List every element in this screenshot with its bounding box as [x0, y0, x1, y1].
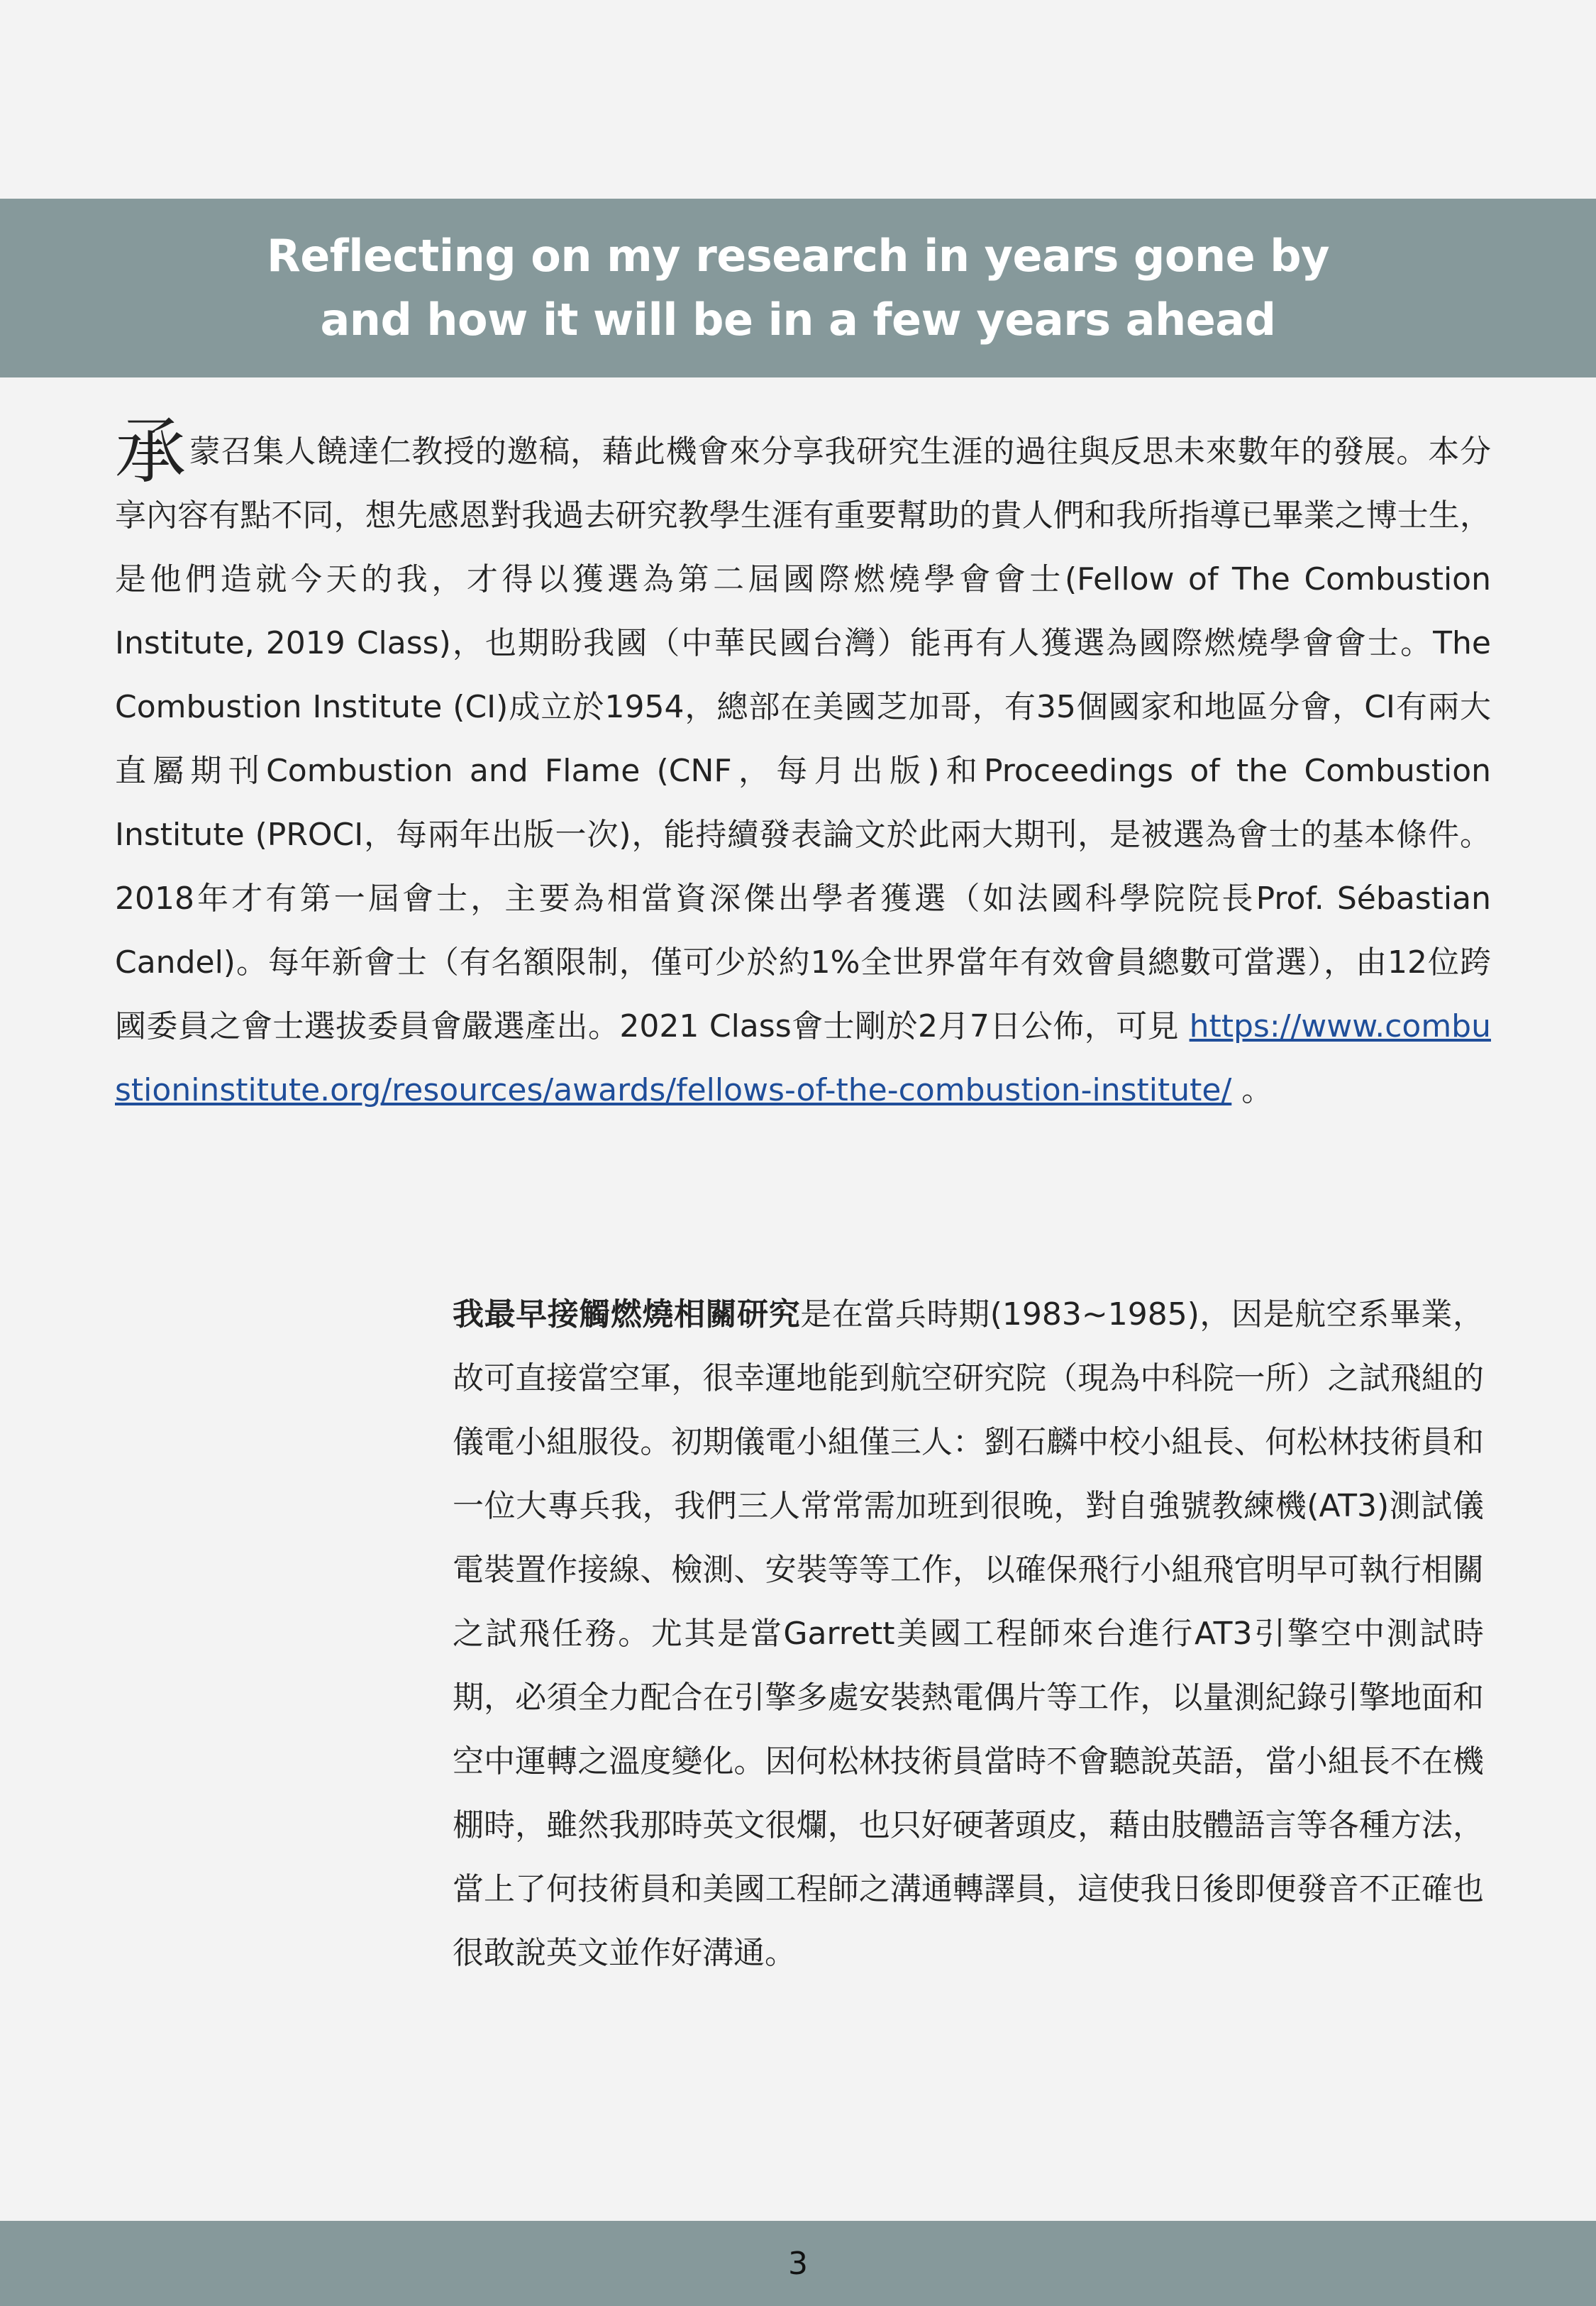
article-paragraph-2 — [453, 1283, 1484, 1985]
title-banner — [0, 199, 1596, 377]
title-line-1: Reflecting on my research in years gone by — [266, 230, 1330, 282]
dropcap: 承 — [115, 410, 186, 493]
paragraph-1-text: 蒙召集人饒達仁教授的邀稿，藉此機會來分享我研究生涯的過往與反思未來數年的發展。本分享內容有點不同，想先感恩對我過去研究教學生涯有重要幫助的貴人們和我所指導已畢業之博士生，是他們造就今天的我，才得以獲選為第二屆國際燃燒學會會士(Fellow of The Combustion Institute, 2019 Class)，也期盼我國（中華民國台灣）能再有人獲選為國際燃燒學會會士。The Combustion Institute (CI)成立於1954，總部在美國芝加哥，有35個國家和地區分會，CI有兩大直屬期刊Combustion and Flame (CNF，每月出版)和Proceedings of the Combustion Institute (PROCI，每兩年出版一次)，能持續發表論文於此兩大期刊，是被選為會士的基本條件。2018年才有第一屆會士，主要為相當資深傑出學者獲選（如法國科學院院長Prof. Sébastian Candel)。每年新會士（有名額限制，僅可少於約1%全世界當年有效會員總數可當選），由12位跨國委員之會士選拔委員會嚴選產出。2021 Class會士剛於2月7日公佈，可見 — [115, 434, 1491, 1044]
paragraph-2-text: 是在當兵時期(1983~1985)，因是航空系畢業，故可直接當空軍，很幸運地能到航空研究院（現為中科院一所）之試飛組的儀電小組服役。初期儀電小組僅三人：劉石麟中校小組長、何松林技術員和一位大專兵我，我們三人常常需加班到很晚，對自強號教練機(AT3)測試儀電裝置作接線、檢測、安裝等等工作，以確保飛行小組飛官明早可執行相關之試飛任務。尤其是當Garrett美國工程師來台進行AT3引擎空中測試時期，必須全力配合在引擎多處安裝熱電偶片等工作，以量測紀錄引擎地面和空中運轉之溫度變化。因何松林技術員當時不會聽說英語，當小組長不在機棚時，雖然我那時英文很爛，也只好硬著頭皮，藉由肢體語言等各種方法，當上了何技術員和美國工程師之溝通轉譯員，這使我日後即便發音不正確也很敢說英文並作好溝通。 — [453, 1296, 1484, 1971]
page-number: 3 — [788, 2245, 808, 2282]
paragraph-2-lead: 我最早接觸燃燒相關研究 — [453, 1296, 801, 1333]
article-paragraph-1 — [115, 410, 1491, 1122]
title-line-2: and how it will be in a few years ahead — [320, 294, 1276, 346]
footer-bar — [0, 2221, 1596, 2306]
paragraph-1-end: 。 — [1231, 1072, 1273, 1108]
paragraph-1 — [115, 410, 1491, 1122]
fellows-link[interactable]: https://www.combustioninstitute.org/resources/awards/fellows-of-the-combustion-institute/ — [115, 1008, 1491, 1108]
